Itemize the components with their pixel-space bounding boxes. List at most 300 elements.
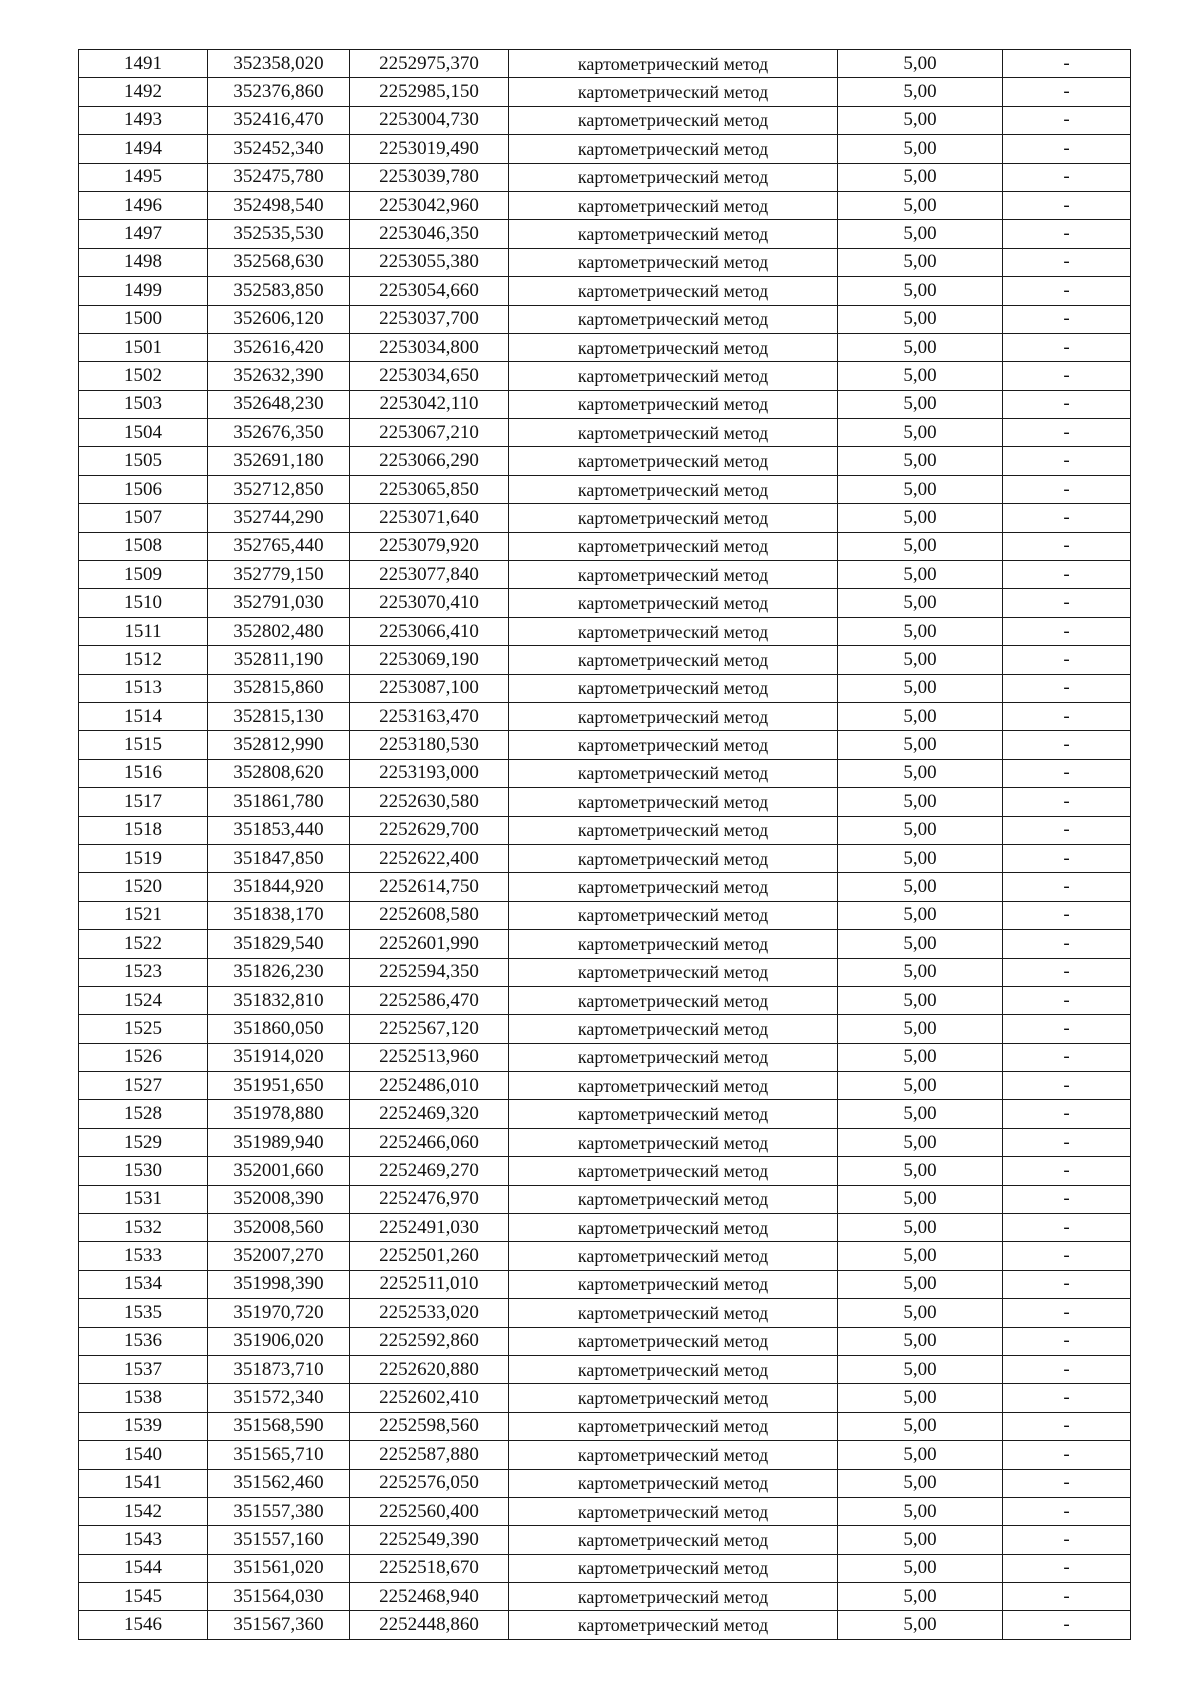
method-cell: картометрический метод — [509, 1185, 838, 1213]
x-coordinate-cell: 351970,720 — [208, 1299, 350, 1327]
y-coordinate-cell: 2252501,260 — [350, 1242, 509, 1270]
note-cell: - — [1003, 504, 1131, 532]
method-cell: картометрический метод — [509, 1100, 838, 1128]
accuracy-cell: 5,00 — [838, 1412, 1003, 1440]
accuracy-cell: 5,00 — [838, 1355, 1003, 1383]
table-row — [79, 958, 1131, 986]
y-coordinate-cell: 2253069,190 — [350, 646, 509, 674]
note-cell: - — [1003, 305, 1131, 333]
table-row — [79, 419, 1131, 447]
x-coordinate-cell: 352568,630 — [208, 248, 350, 276]
point-number-cell: 1530 — [79, 1157, 208, 1185]
y-coordinate-cell: 2253004,730 — [350, 106, 509, 134]
method-cell: картометрический метод — [509, 419, 838, 447]
accuracy-cell: 5,00 — [838, 1214, 1003, 1242]
accuracy-cell: 5,00 — [838, 78, 1003, 106]
table-row — [79, 1583, 1131, 1611]
y-coordinate-cell: 2253079,920 — [350, 532, 509, 560]
method-cell: картометрический метод — [509, 191, 838, 219]
table-row — [79, 191, 1131, 219]
point-number-cell: 1541 — [79, 1469, 208, 1497]
table-row — [79, 844, 1131, 872]
x-coordinate-cell: 352811,190 — [208, 646, 350, 674]
method-cell: картометрический метод — [509, 646, 838, 674]
table-row — [79, 1214, 1131, 1242]
note-cell: - — [1003, 674, 1131, 702]
note-cell: - — [1003, 731, 1131, 759]
x-coordinate-cell: 352765,440 — [208, 532, 350, 560]
point-number-cell: 1504 — [79, 419, 208, 447]
accuracy-cell: 5,00 — [838, 1157, 1003, 1185]
note-cell: - — [1003, 759, 1131, 787]
x-coordinate-cell: 352001,660 — [208, 1157, 350, 1185]
table-body — [79, 50, 1131, 1640]
table-row — [79, 1412, 1131, 1440]
table-row — [79, 1043, 1131, 1071]
method-cell: картометрический метод — [509, 1072, 838, 1100]
method-cell: картометрический метод — [509, 1469, 838, 1497]
x-coordinate-cell: 351873,710 — [208, 1355, 350, 1383]
y-coordinate-cell: 2253055,380 — [350, 248, 509, 276]
note-cell: - — [1003, 844, 1131, 872]
point-number-cell: 1532 — [79, 1214, 208, 1242]
note-cell: - — [1003, 1072, 1131, 1100]
note-cell: - — [1003, 986, 1131, 1014]
method-cell: картометрический метод — [509, 1327, 838, 1355]
y-coordinate-cell: 2253034,650 — [350, 362, 509, 390]
table-row — [79, 1611, 1131, 1639]
method-cell: картометрический метод — [509, 305, 838, 333]
method-cell: картометрический метод — [509, 163, 838, 191]
method-cell: картометрический метод — [509, 617, 838, 645]
x-coordinate-cell: 352583,850 — [208, 277, 350, 305]
accuracy-cell: 5,00 — [838, 759, 1003, 787]
accuracy-cell: 5,00 — [838, 1072, 1003, 1100]
x-coordinate-cell: 352007,270 — [208, 1242, 350, 1270]
point-number-cell: 1518 — [79, 816, 208, 844]
accuracy-cell: 5,00 — [838, 901, 1003, 929]
table-row — [79, 759, 1131, 787]
y-coordinate-cell: 2252567,120 — [350, 1015, 509, 1043]
accuracy-cell: 5,00 — [838, 504, 1003, 532]
y-coordinate-cell: 2252630,580 — [350, 788, 509, 816]
table-row — [79, 106, 1131, 134]
x-coordinate-cell: 352791,030 — [208, 589, 350, 617]
x-coordinate-cell: 351832,810 — [208, 986, 350, 1014]
point-number-cell: 1537 — [79, 1355, 208, 1383]
accuracy-cell: 5,00 — [838, 135, 1003, 163]
method-cell: картометрический метод — [509, 1157, 838, 1185]
y-coordinate-cell: 2252533,020 — [350, 1299, 509, 1327]
x-coordinate-cell: 351914,020 — [208, 1043, 350, 1071]
y-coordinate-cell: 2252629,700 — [350, 816, 509, 844]
y-coordinate-cell: 2252448,860 — [350, 1611, 509, 1639]
table-row — [79, 788, 1131, 816]
y-coordinate-cell: 2252486,010 — [350, 1072, 509, 1100]
method-cell: картометрический метод — [509, 759, 838, 787]
note-cell: - — [1003, 1270, 1131, 1298]
accuracy-cell: 5,00 — [838, 1441, 1003, 1469]
table-row — [79, 1355, 1131, 1383]
note-cell: - — [1003, 390, 1131, 418]
point-number-cell: 1499 — [79, 277, 208, 305]
point-number-cell: 1497 — [79, 220, 208, 248]
x-coordinate-cell: 351844,920 — [208, 873, 350, 901]
point-number-cell: 1542 — [79, 1497, 208, 1525]
x-coordinate-cell: 351847,850 — [208, 844, 350, 872]
method-cell: картометрический метод — [509, 504, 838, 532]
note-cell: - — [1003, 362, 1131, 390]
note-cell: - — [1003, 106, 1131, 134]
method-cell: картометрический метод — [509, 1611, 838, 1639]
point-number-cell: 1517 — [79, 788, 208, 816]
accuracy-cell: 5,00 — [838, 1554, 1003, 1582]
method-cell: картометрический метод — [509, 1015, 838, 1043]
point-number-cell: 1535 — [79, 1299, 208, 1327]
method-cell: картометрический метод — [509, 788, 838, 816]
point-number-cell: 1520 — [79, 873, 208, 901]
note-cell: - — [1003, 1469, 1131, 1497]
point-number-cell: 1515 — [79, 731, 208, 759]
accuracy-cell: 5,00 — [838, 731, 1003, 759]
note-cell: - — [1003, 1583, 1131, 1611]
method-cell: картометрический метод — [509, 220, 838, 248]
table-row — [79, 277, 1131, 305]
y-coordinate-cell: 2252598,560 — [350, 1412, 509, 1440]
note-cell: - — [1003, 1015, 1131, 1043]
note-cell: - — [1003, 646, 1131, 674]
point-number-cell: 1544 — [79, 1554, 208, 1582]
method-cell: картометрический метод — [509, 106, 838, 134]
x-coordinate-cell: 352815,860 — [208, 674, 350, 702]
accuracy-cell: 5,00 — [838, 390, 1003, 418]
note-cell: - — [1003, 617, 1131, 645]
table-row — [79, 589, 1131, 617]
x-coordinate-cell: 351860,050 — [208, 1015, 350, 1043]
y-coordinate-cell: 2253070,410 — [350, 589, 509, 617]
accuracy-cell: 5,00 — [838, 958, 1003, 986]
y-coordinate-cell: 2253163,470 — [350, 702, 509, 730]
point-number-cell: 1543 — [79, 1526, 208, 1554]
method-cell: картометрический метод — [509, 702, 838, 730]
point-number-cell: 1521 — [79, 901, 208, 929]
x-coordinate-cell: 351562,460 — [208, 1469, 350, 1497]
y-coordinate-cell: 2252491,030 — [350, 1214, 509, 1242]
accuracy-cell: 5,00 — [838, 844, 1003, 872]
accuracy-cell: 5,00 — [838, 873, 1003, 901]
point-number-cell: 1523 — [79, 958, 208, 986]
x-coordinate-cell: 351826,230 — [208, 958, 350, 986]
y-coordinate-cell: 2252469,270 — [350, 1157, 509, 1185]
x-coordinate-cell: 352535,530 — [208, 220, 350, 248]
point-number-cell: 1511 — [79, 617, 208, 645]
note-cell: - — [1003, 163, 1131, 191]
x-coordinate-cell: 352008,390 — [208, 1185, 350, 1213]
table-row — [79, 1299, 1131, 1327]
accuracy-cell: 5,00 — [838, 50, 1003, 78]
point-number-cell: 1493 — [79, 106, 208, 134]
method-cell: картометрический метод — [509, 1128, 838, 1156]
method-cell: картометрический метод — [509, 248, 838, 276]
x-coordinate-cell: 351989,940 — [208, 1128, 350, 1156]
note-cell: - — [1003, 702, 1131, 730]
x-coordinate-cell: 351568,590 — [208, 1412, 350, 1440]
x-coordinate-cell: 352632,390 — [208, 362, 350, 390]
accuracy-cell: 5,00 — [838, 930, 1003, 958]
accuracy-cell: 5,00 — [838, 561, 1003, 589]
x-coordinate-cell: 351572,340 — [208, 1384, 350, 1412]
table-row — [79, 1497, 1131, 1525]
table-row — [79, 702, 1131, 730]
note-cell: - — [1003, 1497, 1131, 1525]
table-row — [79, 1242, 1131, 1270]
method-cell: картометрический метод — [509, 135, 838, 163]
note-cell: - — [1003, 1327, 1131, 1355]
y-coordinate-cell: 2253077,840 — [350, 561, 509, 589]
accuracy-cell: 5,00 — [838, 788, 1003, 816]
note-cell: - — [1003, 50, 1131, 78]
point-number-cell: 1533 — [79, 1242, 208, 1270]
note-cell: - — [1003, 532, 1131, 560]
y-coordinate-cell: 2253067,210 — [350, 419, 509, 447]
y-coordinate-cell: 2253087,100 — [350, 674, 509, 702]
accuracy-cell: 5,00 — [838, 248, 1003, 276]
table-row — [79, 475, 1131, 503]
point-number-cell: 1524 — [79, 986, 208, 1014]
method-cell: картометрический метод — [509, 447, 838, 475]
accuracy-cell: 5,00 — [838, 305, 1003, 333]
y-coordinate-cell: 2253180,530 — [350, 731, 509, 759]
x-coordinate-cell: 352452,340 — [208, 135, 350, 163]
x-coordinate-cell: 351561,020 — [208, 1554, 350, 1582]
point-number-cell: 1513 — [79, 674, 208, 702]
accuracy-cell: 5,00 — [838, 475, 1003, 503]
point-number-cell: 1526 — [79, 1043, 208, 1071]
accuracy-cell: 5,00 — [838, 1015, 1003, 1043]
point-number-cell: 1531 — [79, 1185, 208, 1213]
table-row — [79, 220, 1131, 248]
y-coordinate-cell: 2252549,390 — [350, 1526, 509, 1554]
point-number-cell: 1529 — [79, 1128, 208, 1156]
accuracy-cell: 5,00 — [838, 333, 1003, 361]
note-cell: - — [1003, 1299, 1131, 1327]
y-coordinate-cell: 2252511,010 — [350, 1270, 509, 1298]
method-cell: картометрический метод — [509, 901, 838, 929]
table-row — [79, 532, 1131, 560]
method-cell: картометрический метод — [509, 873, 838, 901]
note-cell: - — [1003, 930, 1131, 958]
y-coordinate-cell: 2252602,410 — [350, 1384, 509, 1412]
accuracy-cell: 5,00 — [838, 220, 1003, 248]
note-cell: - — [1003, 220, 1131, 248]
note-cell: - — [1003, 1214, 1131, 1242]
accuracy-cell: 5,00 — [838, 1100, 1003, 1128]
x-coordinate-cell: 352812,990 — [208, 731, 350, 759]
point-number-cell: 1527 — [79, 1072, 208, 1100]
x-coordinate-cell: 352691,180 — [208, 447, 350, 475]
x-coordinate-cell: 351906,020 — [208, 1327, 350, 1355]
method-cell: картометрический метод — [509, 1270, 838, 1298]
method-cell: картометрический метод — [509, 1214, 838, 1242]
table-row — [79, 305, 1131, 333]
x-coordinate-cell: 351829,540 — [208, 930, 350, 958]
table-row — [79, 504, 1131, 532]
note-cell: - — [1003, 1355, 1131, 1383]
method-cell: картометрический метод — [509, 78, 838, 106]
x-coordinate-cell: 352815,130 — [208, 702, 350, 730]
x-coordinate-cell: 352779,150 — [208, 561, 350, 589]
point-number-cell: 1508 — [79, 532, 208, 560]
accuracy-cell: 5,00 — [838, 1327, 1003, 1355]
table-row — [79, 1100, 1131, 1128]
note-cell: - — [1003, 1100, 1131, 1128]
method-cell: картометрический метод — [509, 1441, 838, 1469]
accuracy-cell: 5,00 — [838, 617, 1003, 645]
table-row — [79, 1270, 1131, 1298]
y-coordinate-cell: 2253066,290 — [350, 447, 509, 475]
point-number-cell: 1507 — [79, 504, 208, 532]
table-row — [79, 617, 1131, 645]
method-cell: картометрический метод — [509, 532, 838, 560]
y-coordinate-cell: 2253042,960 — [350, 191, 509, 219]
y-coordinate-cell: 2252518,670 — [350, 1554, 509, 1582]
point-number-cell: 1539 — [79, 1412, 208, 1440]
method-cell: картометрический метод — [509, 731, 838, 759]
method-cell: картометрический метод — [509, 816, 838, 844]
table-row — [79, 362, 1131, 390]
y-coordinate-cell: 2253019,490 — [350, 135, 509, 163]
table-row — [79, 248, 1131, 276]
y-coordinate-cell: 2252594,350 — [350, 958, 509, 986]
x-coordinate-cell: 352416,470 — [208, 106, 350, 134]
note-cell: - — [1003, 1611, 1131, 1639]
point-number-cell: 1498 — [79, 248, 208, 276]
x-coordinate-cell: 352606,120 — [208, 305, 350, 333]
y-coordinate-cell: 2252560,400 — [350, 1497, 509, 1525]
table-row — [79, 50, 1131, 78]
accuracy-cell: 5,00 — [838, 1583, 1003, 1611]
note-cell: - — [1003, 873, 1131, 901]
note-cell: - — [1003, 447, 1131, 475]
point-number-cell: 1505 — [79, 447, 208, 475]
method-cell: картометрический метод — [509, 674, 838, 702]
note-cell: - — [1003, 1043, 1131, 1071]
y-coordinate-cell: 2252601,990 — [350, 930, 509, 958]
y-coordinate-cell: 2252468,940 — [350, 1583, 509, 1611]
accuracy-cell: 5,00 — [838, 1043, 1003, 1071]
y-coordinate-cell: 2252513,960 — [350, 1043, 509, 1071]
note-cell: - — [1003, 816, 1131, 844]
y-coordinate-cell: 2252586,470 — [350, 986, 509, 1014]
point-number-cell: 1501 — [79, 333, 208, 361]
y-coordinate-cell: 2252614,750 — [350, 873, 509, 901]
y-coordinate-cell: 2253193,000 — [350, 759, 509, 787]
note-cell: - — [1003, 901, 1131, 929]
note-cell: - — [1003, 788, 1131, 816]
x-coordinate-cell: 352008,560 — [208, 1214, 350, 1242]
x-coordinate-cell: 351998,390 — [208, 1270, 350, 1298]
point-number-cell: 1500 — [79, 305, 208, 333]
table-row — [79, 731, 1131, 759]
accuracy-cell: 5,00 — [838, 1128, 1003, 1156]
x-coordinate-cell: 351557,160 — [208, 1526, 350, 1554]
y-coordinate-cell: 2252985,150 — [350, 78, 509, 106]
point-number-cell: 1506 — [79, 475, 208, 503]
method-cell: картометрический метод — [509, 1043, 838, 1071]
method-cell: картометрический метод — [509, 1583, 838, 1611]
accuracy-cell: 5,00 — [838, 646, 1003, 674]
accuracy-cell: 5,00 — [838, 1469, 1003, 1497]
y-coordinate-cell: 2253046,350 — [350, 220, 509, 248]
table-row — [79, 1157, 1131, 1185]
point-number-cell: 1522 — [79, 930, 208, 958]
y-coordinate-cell: 2252592,860 — [350, 1327, 509, 1355]
method-cell: картометрический метод — [509, 50, 838, 78]
point-number-cell: 1491 — [79, 50, 208, 78]
point-number-cell: 1494 — [79, 135, 208, 163]
accuracy-cell: 5,00 — [838, 674, 1003, 702]
accuracy-cell: 5,00 — [838, 163, 1003, 191]
method-cell: картометрический метод — [509, 475, 838, 503]
table-row — [79, 674, 1131, 702]
x-coordinate-cell: 352498,540 — [208, 191, 350, 219]
x-coordinate-cell: 352802,480 — [208, 617, 350, 645]
x-coordinate-cell: 351564,030 — [208, 1583, 350, 1611]
y-coordinate-cell: 2252587,880 — [350, 1441, 509, 1469]
point-number-cell: 1512 — [79, 646, 208, 674]
note-cell: - — [1003, 135, 1131, 163]
method-cell: картометрический метод — [509, 390, 838, 418]
table-row — [79, 1384, 1131, 1412]
note-cell: - — [1003, 1554, 1131, 1582]
method-cell: картометрический метод — [509, 1299, 838, 1327]
x-coordinate-cell: 352616,420 — [208, 333, 350, 361]
table-row — [79, 561, 1131, 589]
x-coordinate-cell: 351565,710 — [208, 1441, 350, 1469]
table-row — [79, 1554, 1131, 1582]
table-row — [79, 1128, 1131, 1156]
note-cell: - — [1003, 1157, 1131, 1185]
accuracy-cell: 5,00 — [838, 532, 1003, 560]
note-cell: - — [1003, 1526, 1131, 1554]
method-cell: картометрический метод — [509, 277, 838, 305]
note-cell: - — [1003, 248, 1131, 276]
y-coordinate-cell: 2252975,370 — [350, 50, 509, 78]
point-number-cell: 1534 — [79, 1270, 208, 1298]
table-row — [79, 646, 1131, 674]
y-coordinate-cell: 2252620,880 — [350, 1355, 509, 1383]
accuracy-cell: 5,00 — [838, 1185, 1003, 1213]
note-cell: - — [1003, 1242, 1131, 1270]
accuracy-cell: 5,00 — [838, 1299, 1003, 1327]
point-number-cell: 1503 — [79, 390, 208, 418]
x-coordinate-cell: 352676,350 — [208, 419, 350, 447]
table-row — [79, 901, 1131, 929]
point-number-cell: 1509 — [79, 561, 208, 589]
point-number-cell: 1545 — [79, 1583, 208, 1611]
point-number-cell: 1495 — [79, 163, 208, 191]
x-coordinate-cell: 351978,880 — [208, 1100, 350, 1128]
point-number-cell: 1538 — [79, 1384, 208, 1412]
point-number-cell: 1514 — [79, 702, 208, 730]
x-coordinate-cell: 351951,650 — [208, 1072, 350, 1100]
accuracy-cell: 5,00 — [838, 702, 1003, 730]
x-coordinate-cell: 351861,780 — [208, 788, 350, 816]
accuracy-cell: 5,00 — [838, 589, 1003, 617]
y-coordinate-cell: 2253034,800 — [350, 333, 509, 361]
x-coordinate-cell: 352808,620 — [208, 759, 350, 787]
table-row — [79, 163, 1131, 191]
